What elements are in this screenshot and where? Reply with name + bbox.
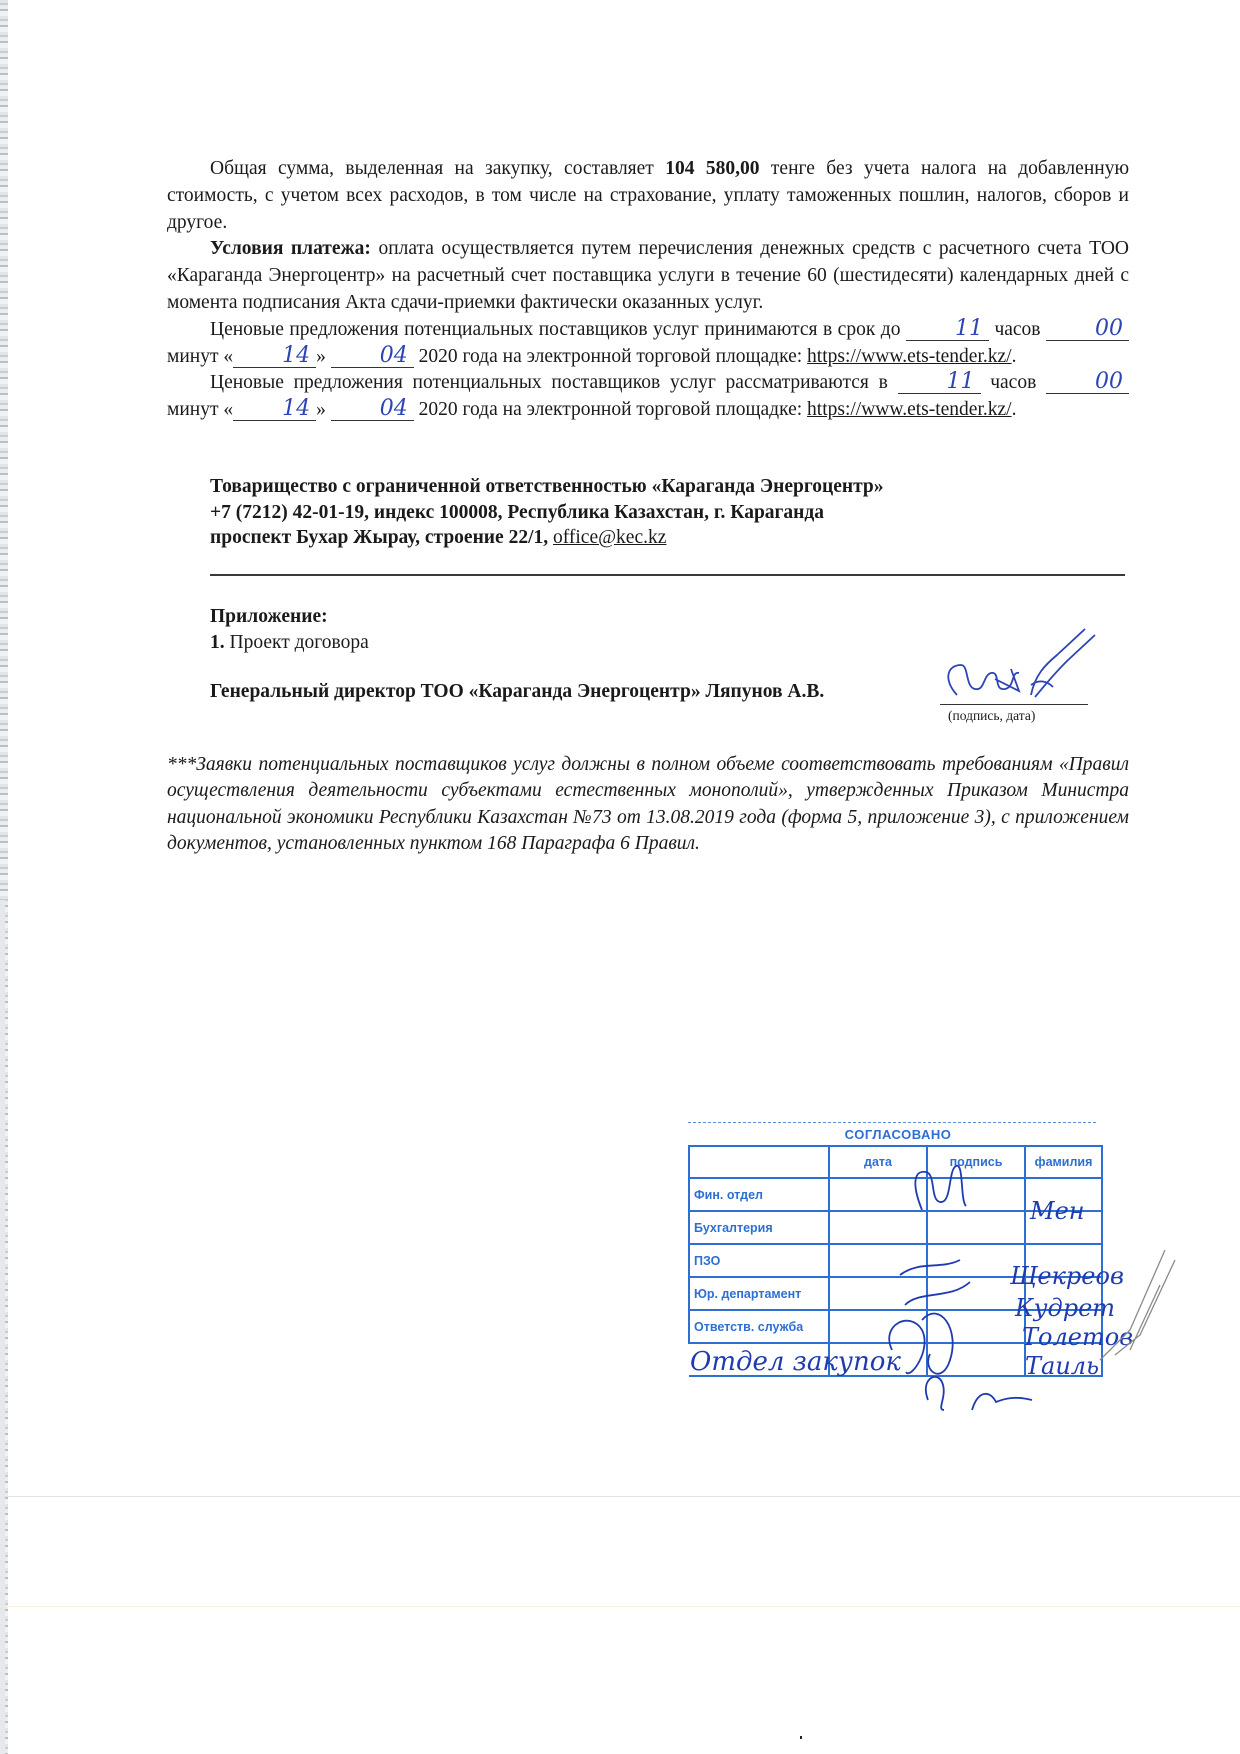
scan-dot	[800, 1736, 802, 1739]
handwritten-hours: 11	[898, 371, 981, 394]
company-name: Товарищество с ограниченной ответственностью «Караганда Энергоцентр»	[210, 476, 884, 497]
handwritten-surname: Толетов	[1022, 1323, 1134, 1351]
department-label: Ответств. служба	[689, 1310, 829, 1343]
payment-terms-label: Условия платежа:	[210, 238, 371, 260]
handwritten-month: 04	[331, 398, 414, 421]
department-label: ПЗО	[689, 1244, 829, 1277]
director-signature-icon	[935, 625, 1105, 715]
signature-caption: (подпись, дата)	[948, 708, 1036, 723]
stamp-title: СОГЛАСОВАНО	[844, 1127, 952, 1142]
footnote: ***Заявки потенциальных поставщиков услуг должны в полном объеме соответствовать требованиям «Правил осуществления деятельности субъектами естественных монополий», утвержденных Приказом Министра национальной экономики Республики Казахстан №73 от 13.08.2019 года (форма 5, приложение 3), с приложением документов, установленных пунктом 168 Параграфа 6 Правил.	[167, 754, 1129, 854]
signature-line	[940, 704, 1088, 705]
handwritten-procurement-dept: Отдел закупок	[690, 1347, 901, 1377]
handwritten-minutes: 00	[1046, 371, 1129, 394]
total-amount: 104 580,00	[665, 158, 760, 179]
body-text	[167, 156, 1129, 424]
tender-link[interactable]: https://www.ets-tender.kz/	[807, 345, 1012, 367]
appendix-section	[210, 604, 369, 656]
company-address-line: проспект Бухар Жырау, строение 22/1, office@kec.kz	[210, 527, 667, 548]
header-surname: фамилия	[1025, 1146, 1102, 1178]
handwritten-month: 04	[331, 345, 414, 368]
signer-name: Генеральный директор ТОО «Караганда Энергоцентр» Ляпунов А.В.	[210, 681, 825, 702]
paragraph-submission-deadline: Ценовые предложения потенциальных поставщиков услуг принимаются в срок до 11 часов 00 минут « 14 » 04 2020 года на электронной торговой площадке: https://www.ets-tender.kz/.	[167, 317, 1129, 371]
page-divider	[4, 1496, 1240, 1497]
handwritten-day: 14	[233, 345, 316, 368]
company-email-link[interactable]: office@kec.kz	[552, 527, 667, 548]
handwritten-minutes: 00	[1046, 318, 1129, 341]
paragraph-review-time: Ценовые предложения потенциальных поставщиков услуг рассматриваются в 11 часов 00 минут « 14 » 04 2020 года на электронной торговой площадке: https://www.ets-tender.kz/.	[167, 370, 1129, 424]
company-details	[210, 474, 884, 551]
scan-edge-lower	[0, 900, 5, 1754]
header-date: дата	[829, 1146, 927, 1178]
header-signature: подпись	[927, 1146, 1025, 1178]
department-label: Юр. департамент	[689, 1277, 829, 1310]
department-label: Бухгалтерия	[689, 1211, 829, 1244]
department-label: Фин. отдел	[689, 1178, 829, 1211]
appendix-item: 1. Проект договора	[210, 632, 369, 653]
handwritten-hours: 11	[906, 318, 989, 341]
handwritten-surname: Щекреов	[1010, 1262, 1124, 1290]
handwritten-surname: Мен	[1030, 1197, 1085, 1225]
company-contacts: +7 (7212) 42-01-19, индекс 100008, Республика Казахстан, г. Караганда	[210, 501, 824, 523]
stamp-signatures-icon	[660, 1110, 1200, 1450]
handwritten-surname: Таиль	[1025, 1352, 1100, 1380]
paragraph-total-amount: Общая сумма, выделенная на закупку, составляет 104 580,00 тенге без учета налога на добавленную стоимость, с учетом всех расходов, в том числе на страхование, уплату таможенных пошлин, налогов, сборов и другое.	[167, 158, 1130, 233]
tender-link[interactable]: https://www.ets-tender.kz/	[807, 399, 1012, 421]
horizontal-divider	[210, 574, 1125, 576]
scan-artifact-line	[4, 1606, 1240, 1607]
appendix-title: Приложение:	[210, 606, 328, 627]
handwritten-day: 14	[233, 398, 316, 421]
handwritten-surname: Кудрет	[1015, 1294, 1116, 1322]
paragraph-payment-terms: Условия платежа: оплата осуществляется путем перечисления денежных средств с расчетного счета ТОО «Караганда Энергоцентр» на расчетный счет поставщика услуги в течение 60 (шестидесяти) календарных дней с момента подписания Акта сдачи-приемки фактически оказанных услуг.	[167, 238, 1129, 313]
